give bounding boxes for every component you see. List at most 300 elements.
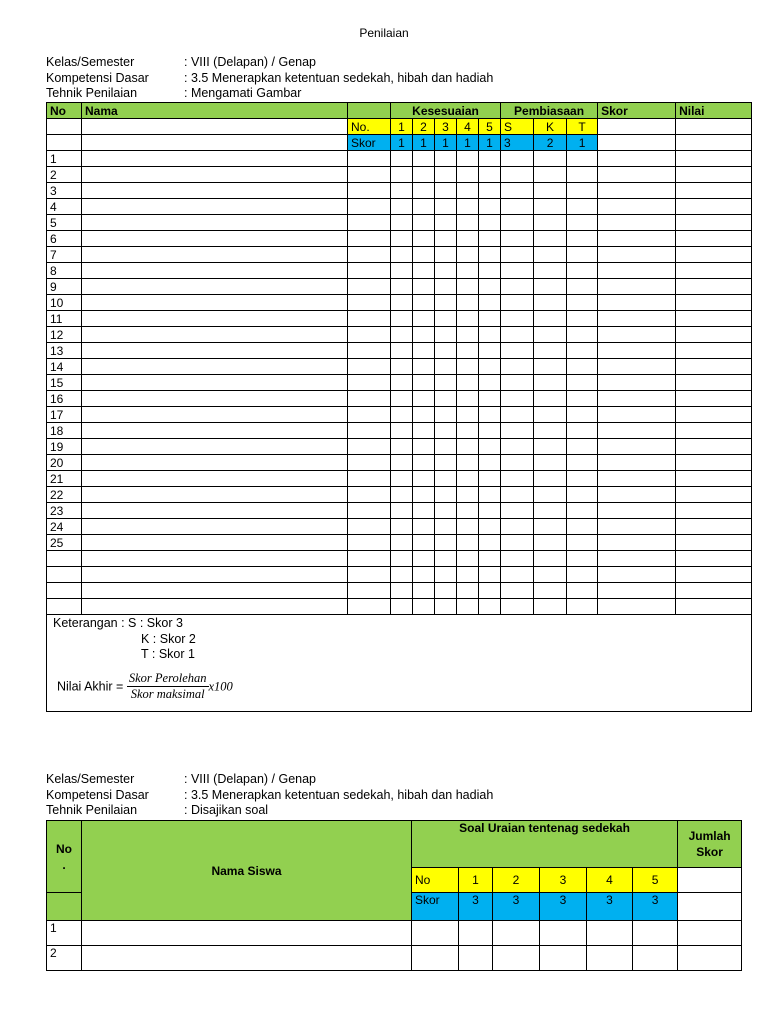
score-cell[interactable]: [598, 535, 676, 551]
score-cell[interactable]: [534, 439, 567, 455]
score-cell[interactable]: [391, 359, 413, 375]
score-cell[interactable]: [676, 215, 752, 231]
score-cell[interactable]: [479, 343, 501, 359]
score-cell[interactable]: [435, 455, 457, 471]
student-name-cell[interactable]: [82, 423, 348, 439]
score-cell[interactable]: [676, 359, 752, 375]
score-cell[interactable]: [435, 279, 457, 295]
score-cell[interactable]: [501, 247, 534, 263]
score-cell[interactable]: [348, 551, 391, 567]
student-name-cell[interactable]: [82, 199, 348, 215]
score-cell[interactable]: [598, 391, 676, 407]
score-cell[interactable]: [348, 151, 391, 167]
score-cell[interactable]: [391, 551, 413, 567]
score-cell[interactable]: [534, 343, 567, 359]
score-cell[interactable]: [435, 167, 457, 183]
score-cell[interactable]: [435, 151, 457, 167]
student-name-cell[interactable]: [82, 327, 348, 343]
score-cell[interactable]: [479, 551, 501, 567]
score-cell[interactable]: [479, 599, 501, 615]
score-cell[interactable]: [459, 921, 493, 946]
score-cell[interactable]: [479, 391, 501, 407]
student-name-cell[interactable]: [82, 391, 348, 407]
score-cell[interactable]: [501, 343, 534, 359]
score-cell[interactable]: [413, 439, 435, 455]
score-cell[interactable]: [479, 167, 501, 183]
score-cell[interactable]: [479, 423, 501, 439]
score-cell[interactable]: [391, 455, 413, 471]
score-cell[interactable]: [598, 231, 676, 247]
score-cell[interactable]: [501, 279, 534, 295]
score-cell[interactable]: [457, 151, 479, 167]
score-cell[interactable]: [435, 535, 457, 551]
score-cell[interactable]: [391, 583, 413, 599]
score-cell[interactable]: [413, 231, 435, 247]
score-cell[interactable]: [348, 503, 391, 519]
score-cell[interactable]: [676, 471, 752, 487]
score-cell[interactable]: [479, 199, 501, 215]
score-cell[interactable]: [676, 375, 752, 391]
student-name-cell[interactable]: [82, 167, 348, 183]
score-cell[interactable]: [534, 375, 567, 391]
score-cell[interactable]: [534, 487, 567, 503]
score-cell[interactable]: [457, 231, 479, 247]
score-cell[interactable]: [348, 487, 391, 503]
score-cell[interactable]: [391, 503, 413, 519]
score-cell[interactable]: [435, 343, 457, 359]
score-cell[interactable]: [479, 311, 501, 327]
score-cell[interactable]: [567, 295, 598, 311]
score-cell[interactable]: [435, 567, 457, 583]
score-cell[interactable]: [598, 215, 676, 231]
score-cell[interactable]: [676, 183, 752, 199]
student-name-cell[interactable]: [82, 263, 348, 279]
score-cell[interactable]: [435, 327, 457, 343]
score-cell[interactable]: [391, 567, 413, 583]
score-cell[interactable]: [412, 946, 459, 971]
score-cell[interactable]: [391, 391, 413, 407]
score-cell[interactable]: [391, 423, 413, 439]
score-cell[interactable]: [598, 311, 676, 327]
score-cell[interactable]: [348, 263, 391, 279]
score-cell[interactable]: [676, 343, 752, 359]
score-cell[interactable]: [493, 921, 540, 946]
score-cell[interactable]: [413, 487, 435, 503]
score-cell[interactable]: [676, 503, 752, 519]
score-cell[interactable]: [567, 407, 598, 423]
score-cell[interactable]: [391, 327, 413, 343]
score-cell[interactable]: [598, 327, 676, 343]
score-cell[interactable]: [598, 439, 676, 455]
score-cell[interactable]: [676, 535, 752, 551]
score-cell[interactable]: [479, 503, 501, 519]
score-cell[interactable]: [534, 167, 567, 183]
score-cell[interactable]: [457, 263, 479, 279]
score-cell[interactable]: [501, 391, 534, 407]
score-cell[interactable]: [391, 199, 413, 215]
score-cell[interactable]: [435, 359, 457, 375]
score-cell[interactable]: [348, 167, 391, 183]
score-cell[interactable]: [567, 391, 598, 407]
score-cell[interactable]: [413, 535, 435, 551]
score-cell[interactable]: [413, 167, 435, 183]
score-cell[interactable]: [534, 279, 567, 295]
score-cell[interactable]: [391, 167, 413, 183]
student-name-cell[interactable]: [82, 599, 348, 615]
score-cell[interactable]: [435, 215, 457, 231]
score-cell[interactable]: [435, 503, 457, 519]
score-cell[interactable]: [413, 519, 435, 535]
score-cell[interactable]: [413, 503, 435, 519]
score-cell[interactable]: [435, 471, 457, 487]
score-cell[interactable]: [501, 263, 534, 279]
score-cell[interactable]: [534, 599, 567, 615]
score-cell[interactable]: [413, 551, 435, 567]
score-cell[interactable]: [501, 423, 534, 439]
score-cell[interactable]: [567, 279, 598, 295]
score-cell[interactable]: [534, 455, 567, 471]
score-cell[interactable]: [567, 231, 598, 247]
score-cell[interactable]: [391, 215, 413, 231]
score-cell[interactable]: [567, 359, 598, 375]
score-cell[interactable]: [435, 231, 457, 247]
score-cell[interactable]: [534, 391, 567, 407]
score-cell[interactable]: [567, 311, 598, 327]
score-cell[interactable]: [501, 583, 534, 599]
score-cell[interactable]: [567, 439, 598, 455]
student-name-cell[interactable]: [82, 231, 348, 247]
score-cell[interactable]: [413, 199, 435, 215]
score-cell[interactable]: [348, 295, 391, 311]
student-name-cell[interactable]: [82, 551, 348, 567]
score-cell[interactable]: [501, 183, 534, 199]
score-cell[interactable]: [413, 311, 435, 327]
score-cell[interactable]: [501, 599, 534, 615]
student-name-cell[interactable]: [82, 343, 348, 359]
score-cell[interactable]: [479, 455, 501, 471]
score-cell[interactable]: [567, 551, 598, 567]
score-cell[interactable]: [457, 375, 479, 391]
score-cell[interactable]: [457, 199, 479, 215]
score-cell[interactable]: [348, 279, 391, 295]
score-cell[interactable]: [493, 946, 540, 971]
score-cell[interactable]: [598, 343, 676, 359]
score-cell[interactable]: [501, 471, 534, 487]
score-cell[interactable]: [598, 375, 676, 391]
score-cell[interactable]: [598, 583, 676, 599]
student-name-cell[interactable]: [82, 519, 348, 535]
score-cell[interactable]: [348, 327, 391, 343]
score-cell[interactable]: [676, 295, 752, 311]
score-cell[interactable]: [587, 921, 633, 946]
score-cell[interactable]: [501, 199, 534, 215]
score-cell[interactable]: [479, 567, 501, 583]
student-name-cell[interactable]: [82, 535, 348, 551]
score-cell[interactable]: [413, 183, 435, 199]
score-cell[interactable]: [479, 327, 501, 343]
score-cell[interactable]: [676, 423, 752, 439]
score-cell[interactable]: [540, 946, 587, 971]
score-cell[interactable]: [391, 343, 413, 359]
score-cell[interactable]: [534, 327, 567, 343]
student-name-cell[interactable]: [82, 279, 348, 295]
score-cell[interactable]: [501, 407, 534, 423]
score-cell[interactable]: [598, 423, 676, 439]
score-cell[interactable]: [567, 183, 598, 199]
score-cell[interactable]: [391, 263, 413, 279]
score-cell[interactable]: [598, 503, 676, 519]
score-cell[interactable]: [567, 535, 598, 551]
score-cell[interactable]: [567, 167, 598, 183]
score-cell[interactable]: [501, 215, 534, 231]
score-cell[interactable]: [501, 295, 534, 311]
score-cell[interactable]: [413, 391, 435, 407]
score-cell[interactable]: [567, 151, 598, 167]
score-cell[interactable]: [457, 439, 479, 455]
score-cell[interactable]: [534, 183, 567, 199]
score-cell[interactable]: [479, 279, 501, 295]
score-cell[interactable]: [413, 295, 435, 311]
score-cell[interactable]: [534, 583, 567, 599]
score-cell[interactable]: [348, 471, 391, 487]
score-cell[interactable]: [413, 343, 435, 359]
score-cell[interactable]: [598, 263, 676, 279]
score-cell[interactable]: [534, 535, 567, 551]
score-cell[interactable]: [479, 231, 501, 247]
score-cell[interactable]: [479, 375, 501, 391]
score-cell[interactable]: [676, 567, 752, 583]
score-cell[interactable]: [501, 327, 534, 343]
score-cell[interactable]: [567, 327, 598, 343]
score-cell[interactable]: [567, 567, 598, 583]
score-cell[interactable]: [391, 231, 413, 247]
score-cell[interactable]: [391, 535, 413, 551]
student-name-cell[interactable]: [82, 311, 348, 327]
student-name-cell[interactable]: [82, 455, 348, 471]
score-cell[interactable]: [413, 279, 435, 295]
score-cell[interactable]: [348, 567, 391, 583]
score-cell[interactable]: [633, 921, 678, 946]
score-cell[interactable]: [501, 439, 534, 455]
score-cell[interactable]: [348, 407, 391, 423]
score-cell[interactable]: [676, 487, 752, 503]
score-cell[interactable]: [534, 231, 567, 247]
score-cell[interactable]: [391, 407, 413, 423]
score-cell[interactable]: [501, 375, 534, 391]
score-cell[interactable]: [391, 439, 413, 455]
score-cell[interactable]: [435, 583, 457, 599]
score-cell[interactable]: [457, 167, 479, 183]
score-cell[interactable]: [534, 407, 567, 423]
score-cell[interactable]: [534, 263, 567, 279]
score-cell[interactable]: [567, 343, 598, 359]
score-cell[interactable]: [348, 455, 391, 471]
student-name-cell[interactable]: [82, 183, 348, 199]
score-cell[interactable]: [534, 311, 567, 327]
score-cell[interactable]: [457, 487, 479, 503]
score-cell[interactable]: [391, 487, 413, 503]
score-cell[interactable]: [457, 599, 479, 615]
score-cell[interactable]: [567, 583, 598, 599]
score-cell[interactable]: [457, 343, 479, 359]
score-cell[interactable]: [457, 551, 479, 567]
score-cell[interactable]: [459, 946, 493, 971]
score-cell[interactable]: [348, 231, 391, 247]
score-cell[interactable]: [348, 247, 391, 263]
score-cell[interactable]: [540, 921, 587, 946]
student-name-cell[interactable]: [82, 567, 348, 583]
score-cell[interactable]: [534, 247, 567, 263]
score-cell[interactable]: [413, 359, 435, 375]
score-cell[interactable]: [457, 503, 479, 519]
score-cell[interactable]: [457, 407, 479, 423]
score-cell[interactable]: [534, 519, 567, 535]
score-cell[interactable]: [479, 535, 501, 551]
score-cell[interactable]: [479, 263, 501, 279]
score-cell[interactable]: [348, 183, 391, 199]
score-cell[interactable]: [457, 391, 479, 407]
student-name-cell[interactable]: [82, 946, 412, 971]
score-cell[interactable]: [348, 311, 391, 327]
score-cell[interactable]: [348, 439, 391, 455]
score-cell[interactable]: [413, 375, 435, 391]
score-cell[interactable]: [567, 519, 598, 535]
score-cell[interactable]: [413, 583, 435, 599]
score-cell[interactable]: [676, 279, 752, 295]
score-cell[interactable]: [348, 599, 391, 615]
student-name-cell[interactable]: [82, 215, 348, 231]
score-cell[interactable]: [479, 247, 501, 263]
score-cell[interactable]: [598, 151, 676, 167]
student-name-cell[interactable]: [82, 247, 348, 263]
score-cell[interactable]: [633, 946, 678, 971]
score-cell[interactable]: [413, 599, 435, 615]
student-name-cell[interactable]: [82, 151, 348, 167]
score-cell[interactable]: [598, 183, 676, 199]
score-cell[interactable]: [479, 183, 501, 199]
score-cell[interactable]: [587, 946, 633, 971]
score-cell[interactable]: [676, 455, 752, 471]
score-cell[interactable]: [413, 471, 435, 487]
score-cell[interactable]: [479, 519, 501, 535]
score-cell[interactable]: [348, 359, 391, 375]
score-cell[interactable]: [348, 535, 391, 551]
score-cell[interactable]: [391, 471, 413, 487]
score-cell[interactable]: [676, 167, 752, 183]
score-cell[interactable]: [598, 279, 676, 295]
score-cell[interactable]: [676, 599, 752, 615]
score-cell[interactable]: [457, 471, 479, 487]
student-name-cell[interactable]: [82, 375, 348, 391]
student-name-cell[interactable]: [82, 583, 348, 599]
score-cell[interactable]: [567, 503, 598, 519]
score-cell[interactable]: [435, 375, 457, 391]
student-name-cell[interactable]: [82, 471, 348, 487]
score-cell[interactable]: [457, 519, 479, 535]
score-cell[interactable]: [567, 455, 598, 471]
score-cell[interactable]: [534, 567, 567, 583]
score-cell[interactable]: [598, 519, 676, 535]
student-name-cell[interactable]: [82, 487, 348, 503]
score-cell[interactable]: [412, 921, 459, 946]
student-name-cell[interactable]: [82, 295, 348, 311]
score-cell[interactable]: [534, 151, 567, 167]
score-cell[interactable]: [479, 215, 501, 231]
score-cell[interactable]: [435, 311, 457, 327]
score-cell[interactable]: [676, 583, 752, 599]
score-cell[interactable]: [676, 231, 752, 247]
score-cell[interactable]: [501, 359, 534, 375]
score-cell[interactable]: [676, 199, 752, 215]
score-cell[interactable]: [501, 151, 534, 167]
score-cell[interactable]: [501, 519, 534, 535]
score-cell[interactable]: [676, 391, 752, 407]
score-cell[interactable]: [501, 535, 534, 551]
score-cell[interactable]: [534, 503, 567, 519]
score-cell[interactable]: [435, 423, 457, 439]
score-cell[interactable]: [457, 423, 479, 439]
score-cell[interactable]: [479, 151, 501, 167]
score-cell[interactable]: [676, 551, 752, 567]
score-cell[interactable]: [457, 535, 479, 551]
score-cell[interactable]: [413, 215, 435, 231]
score-cell[interactable]: [457, 567, 479, 583]
score-cell[interactable]: [479, 407, 501, 423]
score-cell[interactable]: [479, 471, 501, 487]
score-cell[interactable]: [348, 199, 391, 215]
score-cell[interactable]: [413, 407, 435, 423]
score-cell[interactable]: [501, 231, 534, 247]
score-cell[interactable]: [598, 551, 676, 567]
score-cell[interactable]: [435, 551, 457, 567]
score-cell[interactable]: [413, 423, 435, 439]
score-cell[interactable]: [435, 391, 457, 407]
score-cell[interactable]: [534, 359, 567, 375]
student-name-cell[interactable]: [82, 921, 412, 946]
score-cell[interactable]: [567, 423, 598, 439]
score-cell[interactable]: [348, 583, 391, 599]
score-cell[interactable]: [348, 375, 391, 391]
score-cell[interactable]: [391, 375, 413, 391]
score-cell[interactable]: [567, 375, 598, 391]
score-cell[interactable]: [534, 423, 567, 439]
score-cell[interactable]: [457, 327, 479, 343]
score-cell[interactable]: [457, 583, 479, 599]
score-cell[interactable]: [598, 599, 676, 615]
score-cell[interactable]: [435, 407, 457, 423]
score-cell[interactable]: [598, 247, 676, 263]
score-cell[interactable]: [567, 199, 598, 215]
score-cell[interactable]: [391, 519, 413, 535]
score-cell[interactable]: [457, 183, 479, 199]
score-cell[interactable]: [567, 215, 598, 231]
score-cell[interactable]: [435, 183, 457, 199]
score-cell[interactable]: [598, 167, 676, 183]
score-cell[interactable]: [391, 279, 413, 295]
score-cell[interactable]: [676, 151, 752, 167]
score-cell[interactable]: [598, 199, 676, 215]
score-cell[interactable]: [348, 215, 391, 231]
score-cell[interactable]: [598, 407, 676, 423]
score-cell[interactable]: [534, 471, 567, 487]
score-cell[interactable]: [457, 455, 479, 471]
score-cell[interactable]: [413, 327, 435, 343]
score-cell[interactable]: [348, 391, 391, 407]
score-cell[interactable]: [598, 567, 676, 583]
score-cell[interactable]: [391, 183, 413, 199]
score-cell[interactable]: [479, 295, 501, 311]
score-cell[interactable]: [598, 471, 676, 487]
